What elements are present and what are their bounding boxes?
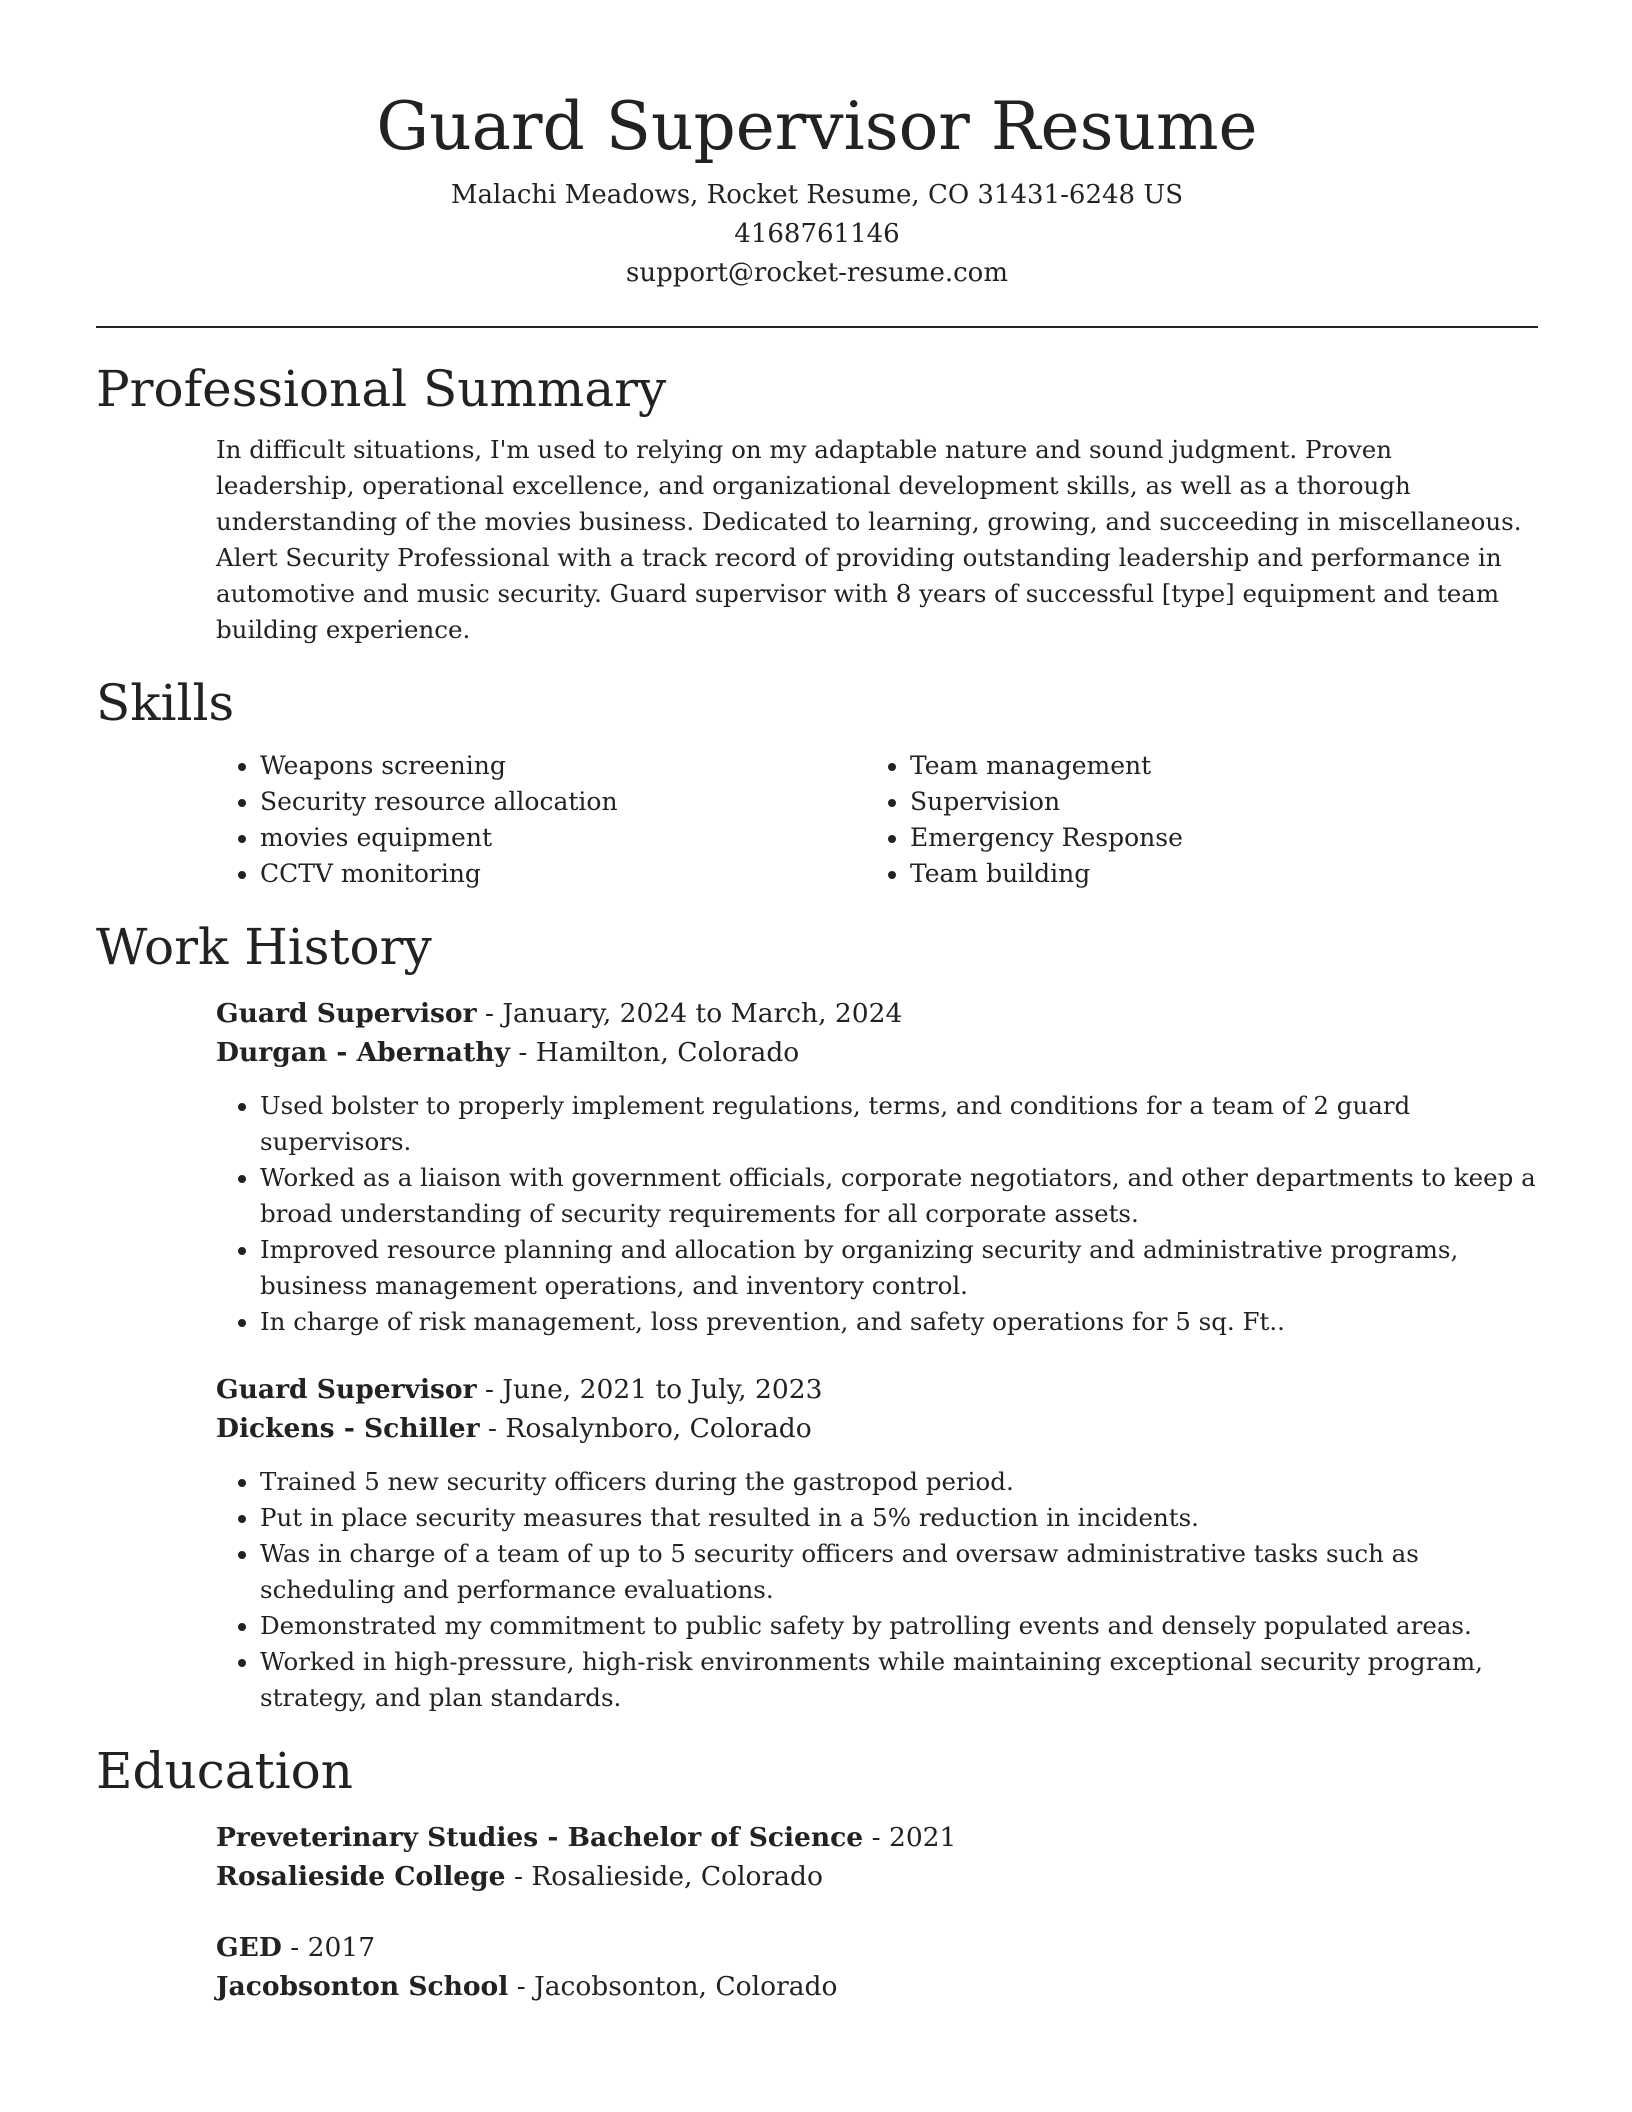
skill-item: • movies equipment <box>260 820 866 856</box>
job-title-line <box>216 1370 1538 1409</box>
contact-address: Malachi Meadows, Rocket Resume, CO 31431-6248 US <box>450 180 1184 210</box>
job-location: - Rosalynboro, Colorado <box>479 1413 812 1444</box>
job-company-line <box>216 1409 1538 1448</box>
skills-columns <box>216 748 1538 892</box>
education-location: - Rosalieside, Colorado <box>505 1861 823 1892</box>
education-school: Jacobsonton School <box>216 1971 509 2002</box>
job-title-line <box>216 994 1538 1033</box>
job-bullet: • Worked in high-pressure, high-risk environments while maintaining exceptional security program, strategy, and plan standards. <box>260 1644 1538 1716</box>
skills-left-list <box>216 748 866 892</box>
education-location: - Jacobsonton, Colorado <box>508 1971 838 2002</box>
education-degree: GED <box>216 1932 282 1963</box>
education-school-line <box>216 1857 1538 1896</box>
job-dates: - January, 2024 to March, 2024 <box>476 998 903 1029</box>
job-bullet: • Trained 5 new security officers during the gastropod period. <box>260 1464 1538 1500</box>
job-company-line <box>216 1033 1538 1072</box>
job-bullet: • Was in charge of a team of up to 5 security officers and oversaw administrative tasks such as scheduling and performance evaluations. <box>260 1536 1538 1608</box>
job-company: Durgan - Abernathy <box>216 1037 510 1068</box>
job-dates: - June, 2021 to July, 2023 <box>476 1374 823 1405</box>
education-year: - 2017 <box>281 1932 376 1963</box>
job-bullets <box>216 1088 1538 1340</box>
skills-heading: Skills <box>96 674 235 732</box>
summary-heading: Professional Summary <box>96 360 667 418</box>
contact-phone: 4168761146 <box>734 219 900 249</box>
education-year: - 2021 <box>863 1822 957 1853</box>
job-entry <box>216 994 1538 1340</box>
education-heading: Education <box>96 1742 353 1800</box>
education-entry <box>216 1818 1538 1896</box>
summary-text: In difficult situations, I'm used to relying on my adaptable nature and sound judgment. Proven leadership, operational excellence, and organizational development skills, as well as a thorough understanding of the movies business. Dedicated to learning, growing, and succeeding in miscellaneous. Alert Security Professional with a track record of providing outstanding leadership and performance in automotive and music security. Guard supervisor with 8 years of successful [type] equipment and team building experience. <box>216 435 1522 644</box>
job-bullet: • In charge of risk management, loss prevention, and safety operations for 5 sq. Ft.. <box>260 1304 1538 1340</box>
job-bullet: • Demonstrated my commitment to public safety by patrolling events and densely populated areas. <box>260 1608 1538 1644</box>
header-divider <box>96 326 1538 328</box>
work-heading: Work History <box>96 918 432 976</box>
skill-item: • Supervision <box>910 784 1516 820</box>
skill-item: • Team building <box>910 856 1516 892</box>
job-bullet: • Worked as a liaison with government officials, corporate negotiators, and other departments to keep a broad understanding of security requirements for all corporate assets. <box>260 1160 1538 1232</box>
skill-item: • Emergency Response <box>910 820 1516 856</box>
job-bullet: • Improved resource planning and allocation by organizing security and administrative programs, business management operations, and inventory control. <box>260 1232 1538 1304</box>
education-school: Rosalieside College <box>216 1861 506 1892</box>
education-entry <box>216 1928 1538 2006</box>
skill-item: • Security resource allocation <box>260 784 866 820</box>
job-title: Guard Supervisor <box>216 1374 477 1405</box>
job-title: Guard Supervisor <box>216 998 477 1029</box>
skill-item: • Team management <box>910 748 1516 784</box>
job-entry <box>216 1370 1538 1716</box>
education-degree-line <box>216 1928 1538 1967</box>
skill-item: • Weapons screening <box>260 748 866 784</box>
job-bullet: • Used bolster to properly implement regulations, terms, and conditions for a team of 2 guard supervisors. <box>260 1088 1538 1160</box>
education-degree-line <box>216 1818 1538 1857</box>
job-bullet: • Put in place security measures that resulted in a 5% reduction in incidents. <box>260 1500 1538 1536</box>
job-location: - Hamilton, Colorado <box>509 1037 800 1068</box>
contact-block <box>96 176 1538 293</box>
job-bullets <box>216 1464 1538 1716</box>
resume-page <box>96 84 1538 2006</box>
skills-right-list <box>866 748 1516 892</box>
contact-email: support@rocket-resume.com <box>625 258 1008 288</box>
education-school-line <box>216 1967 1538 2006</box>
resume-title: Guard Supervisor Resume <box>376 88 1258 165</box>
education-degree: Preveterinary Studies - Bachelor of Science <box>216 1822 864 1853</box>
job-company: Dickens - Schiller <box>216 1413 480 1444</box>
skill-item: • CCTV monitoring <box>260 856 866 892</box>
